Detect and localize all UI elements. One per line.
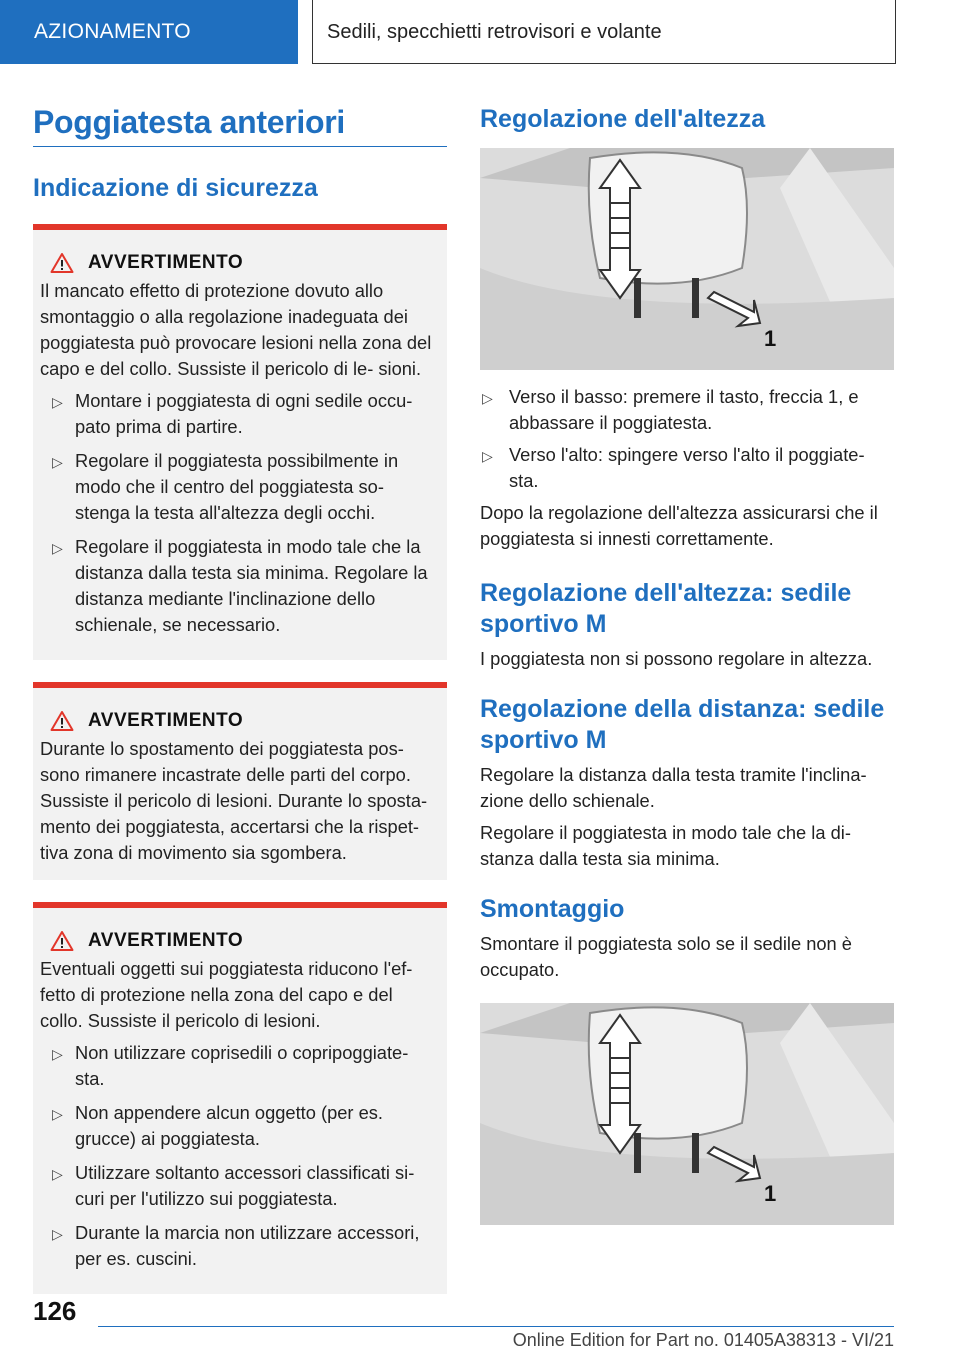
headrest-illustration (480, 1003, 894, 1225)
sport-distance-heading: Regolazione della distanza: sedile sportivo M (480, 695, 885, 754)
title-rule (33, 146, 447, 147)
callout-label: 1 (764, 1181, 777, 1206)
chapter-tab: AZIONAMENTO (0, 0, 298, 64)
list-item-text: Montare i poggiatesta di ogni sedile occu- pato prima di partire. (75, 390, 413, 437)
warning-header (50, 928, 439, 954)
height-steps (480, 384, 894, 494)
warning-title: AVVERTIMENTO (88, 930, 244, 951)
list-item-text: Utilizzare soltanto accessori classificati si- curi per l'utilizzo sui poggiatesta. (75, 1162, 415, 1209)
safety-heading: Indicazione di sicurezza (33, 174, 318, 202)
warning-list (40, 388, 439, 638)
triangle-bullet-icon: ▷ (52, 1166, 63, 1182)
warning-text: Durante lo spostamento dei poggiatesta pos- sono rimanere incastrate delle parti del corpo. Sussiste il pericolo di lesioni. Durante lo sposta- mento dei poggiatesta, accertarsi che la rispet- tiva zona di movimento sia sgombera. (40, 738, 428, 863)
list-item-text: Verso l'alto: spingere verso l'alto il poggiate- sta. (509, 444, 865, 491)
warning-header (50, 708, 439, 734)
height-heading: Regolazione dell'altezza (480, 105, 766, 133)
list-item (40, 1100, 439, 1152)
headrest-height-photo (480, 148, 894, 370)
page-number: 126 (33, 1296, 77, 1326)
sport-distance-text-2: Regolare il poggiatesta in modo tale che la di- stanza dalla testa sia minima. (480, 822, 851, 869)
callout-label: 1 (764, 326, 777, 351)
list-item-text: Durante la marcia non utilizzare accessori, per es. cuscini. (75, 1222, 420, 1269)
triangle-bullet-icon: ▷ (52, 454, 63, 470)
warning-triangle-icon (50, 252, 74, 274)
triangle-bullet-icon: ▷ (52, 1226, 63, 1242)
list-item-text: Verso il basso: premere il tasto, freccia 1, e abbassare il poggiatesta. (509, 386, 859, 433)
triangle-bullet-icon: ▷ (52, 1046, 63, 1062)
left-column (33, 100, 447, 1294)
removal-heading: Smontaggio (480, 895, 625, 923)
sport-distance-text-1: Regolare la distanza dalla testa tramite l'inclina- zione dello schienale. (480, 764, 867, 811)
list-item (480, 384, 894, 436)
footer-edition: Online Edition for Part no. 01405A38313 - VI/21 (512, 1330, 894, 1350)
list-item (40, 1220, 439, 1272)
headrest-illustration (480, 148, 894, 370)
list-item-text: Non utilizzare coprisedili o copripoggiate- sta. (75, 1042, 409, 1089)
warning-box-3 (33, 902, 447, 1294)
list-item (40, 1160, 439, 1212)
warning-triangle-icon (50, 930, 74, 952)
warning-title: AVVERTIMENTO (88, 710, 244, 731)
list-item-text: Regolare il poggiatesta in modo tale che la distanza dalla testa sia minima. Regolare la distanza mediante l'inclinazione dello schienale, se necessario. (75, 536, 428, 635)
list-item (40, 448, 439, 526)
list-item (40, 1040, 439, 1092)
sport-height-heading: Regolazione dell'altezza: sedile sportivo M (480, 579, 852, 638)
footer-rule (98, 1326, 894, 1327)
triangle-bullet-icon: ▷ (52, 1106, 63, 1122)
warning-list (40, 1040, 439, 1272)
warning-triangle-icon (50, 710, 74, 732)
triangle-bullet-icon: ▷ (482, 448, 493, 464)
list-item (480, 442, 894, 494)
list-item (40, 534, 439, 638)
triangle-bullet-icon: ▷ (52, 540, 63, 556)
warning-box-2 (33, 682, 447, 880)
list-item-text: Non appendere alcun oggetto (per es. grucce) ai poggiatesta. (75, 1102, 383, 1149)
list-item (40, 388, 439, 440)
warning-text: Il mancato effetto di protezione dovuto allo smontaggio o alla regolazione inadeguata dei poggiatesta può provocare lesioni nella zona del capo e del collo. Sussiste il pericolo di le- sioni. (40, 280, 432, 379)
height-note: Dopo la regolazione dell'altezza assicurarsi che il poggiatesta si innesti correttamente. (480, 502, 878, 549)
warning-text: Eventuali oggetti sui poggiatesta riducono l'ef- fetto di protezione nella zona del capo e del collo. Sussiste il pericolo di lesioni. (40, 958, 413, 1031)
page-title: Poggiatesta anteriori (33, 104, 345, 140)
list-item-text: Regolare il poggiatesta possibilmente in modo che il centro del poggiatesta so- stenga la testa all'altezza degli occhi. (75, 450, 399, 523)
sport-height-text: I poggiatesta non si possono regolare in altezza. (480, 648, 873, 669)
warning-title: AVVERTIMENTO (88, 252, 244, 273)
warning-header (50, 250, 439, 276)
section-title: Sedili, specchietti retrovisori e volante (312, 0, 896, 64)
removal-text: Smontare il poggiatesta solo se il sedile non è occupato. (480, 933, 852, 980)
triangle-bullet-icon: ▷ (52, 394, 63, 410)
warning-box-1 (33, 224, 447, 660)
headrest-removal-photo (480, 1003, 894, 1225)
triangle-bullet-icon: ▷ (482, 390, 493, 406)
right-column (480, 100, 894, 1225)
